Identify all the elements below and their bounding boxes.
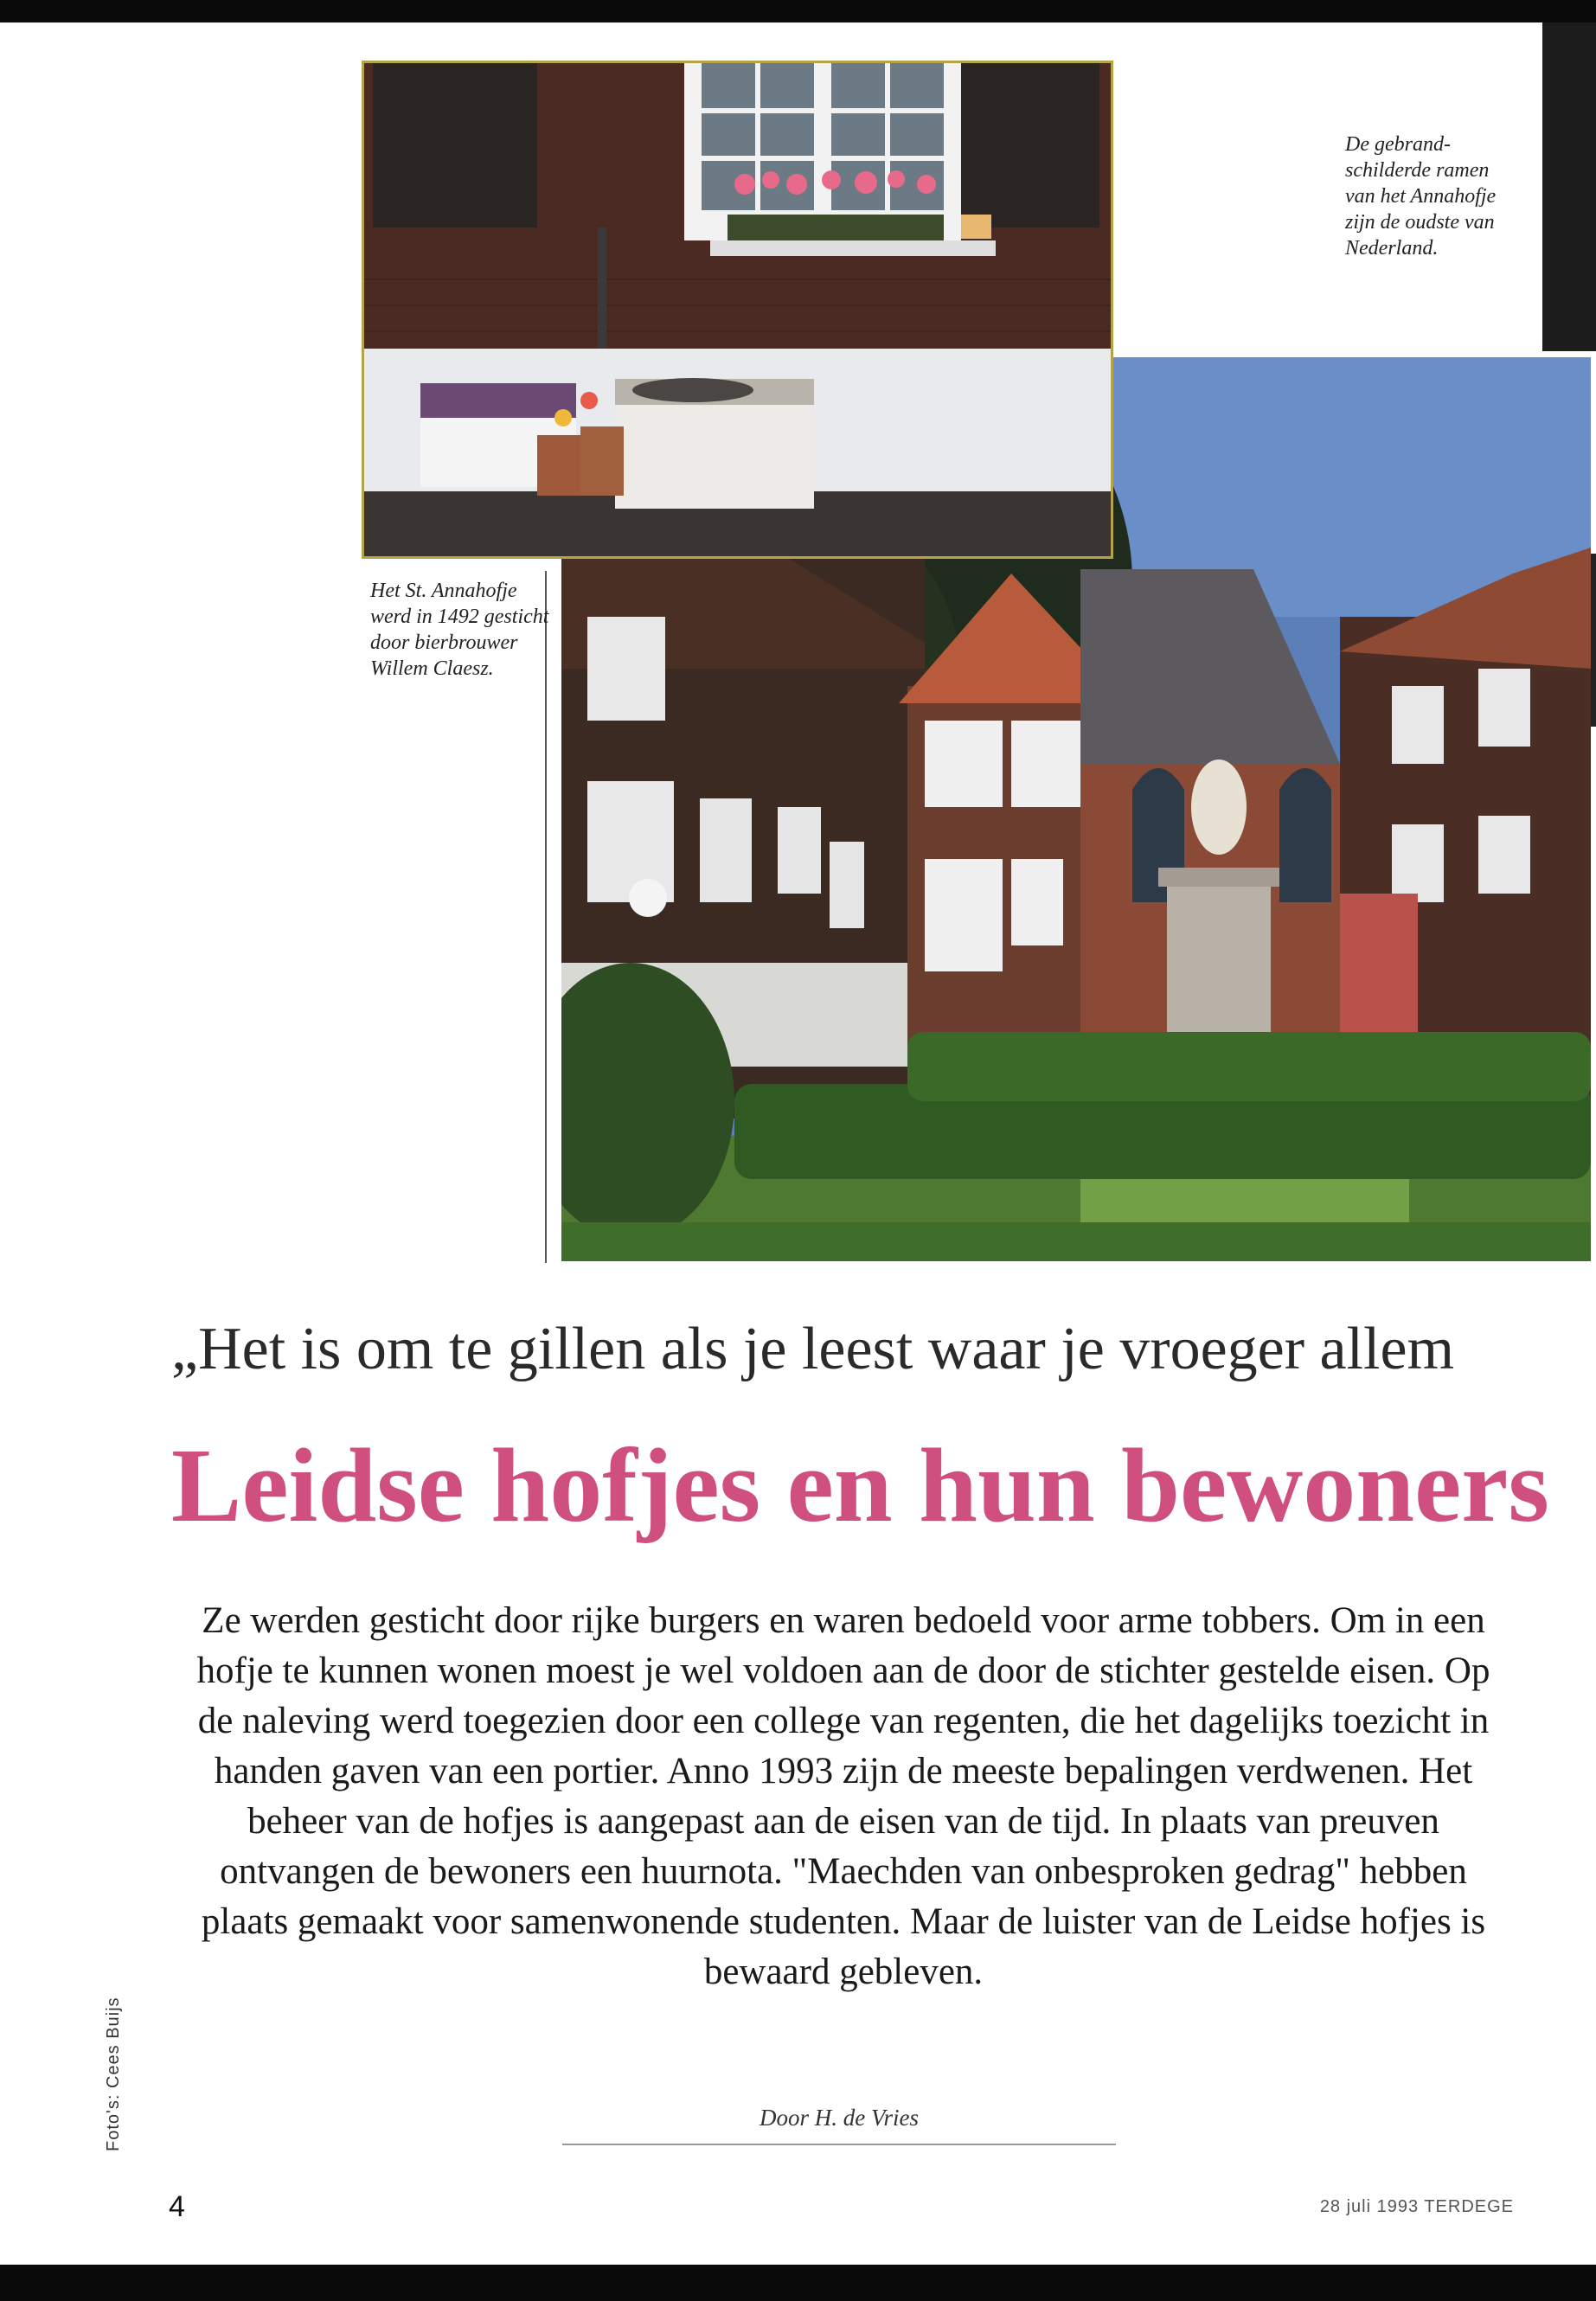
article-intro: Ze werden gesticht door rijke burgers en waren bedoeld voor arme tobbers. Om in een hofje te kunnen wonen moest je wel voldoen aan de door de stichter gestelde eisen. Op de naleving werd toegezien door een college van regenten, die het dagelijks toezicht in handen gaven van een portier. Anno 1993 zijn de meeste bepalingen verdwenen. Het beheer van de hofjes is aangepast aan de eisen van de tijd. In plaats van preuven ontvangen de bewoners een huurnota. "Maechden van onbesproken gedrag" hebben plaats gemaakt voor samenwonende studenten. Maar de luister van de Leidse hofjes is bewaard gebleven. [196,1600,1490,1992]
window-facade-photo [364,63,1111,556]
bottom-rule [0,2265,1596,2301]
page-number: 4 [169,2190,185,2223]
top-rule [0,0,1596,22]
caption-stained-glass: De gebrand-schilderde ramen van het Annahofje zijn de oudste van Nederland. [1345,133,1497,260]
adjacent-page-edge-lower [1590,554,1596,727]
adjacent-page-edge [1542,22,1596,351]
article-kicker-quote: „Het is om te gillen als je leest waar je vroeger allem [171,1316,1455,1382]
article-byline: Door H. de Vries [760,2105,919,2131]
byline-rule [562,2144,1116,2145]
caption-annahofje: Het St. Annahofje werd in 1492 gesticht door bierbrouwer Willem Claesz. [370,580,549,680]
issue-date: 28 juli 1993 TERDEGE [1319,2197,1514,2216]
article-headline: Leidse hofjes en hun bewoners [171,1427,1549,1544]
photo-credit: Foto's: Cees Buijs [104,1997,123,2151]
